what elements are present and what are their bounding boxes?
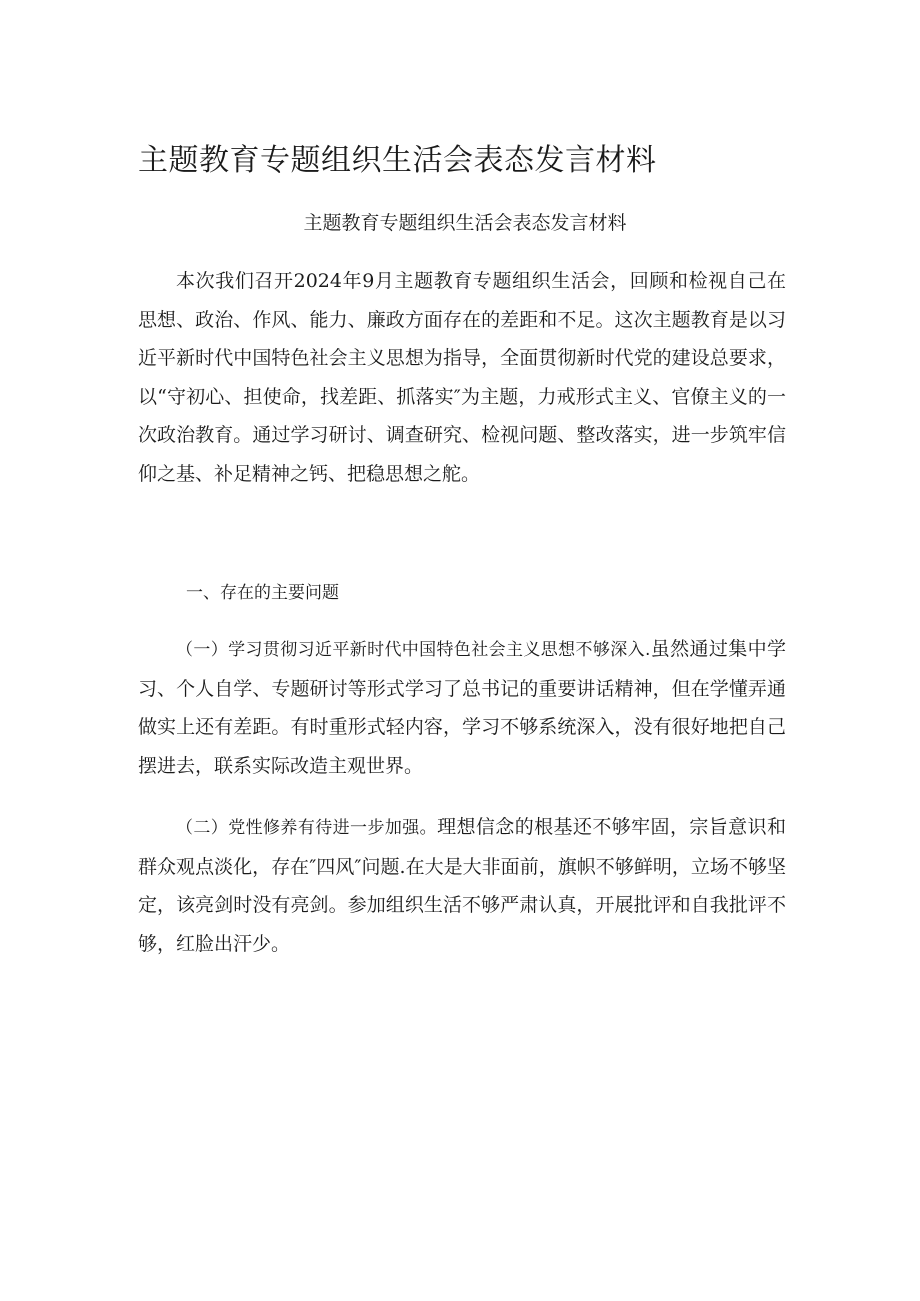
document-subtitle: 主题教育专题组织生活会表态发言材料 — [303, 212, 627, 234]
intro-paragraph: 本次我们召开2024年9月主题教育专题组织生活会，回顾和检视自己在思想、政治、作风、能力、廉政方面存在的差距和不足。这次主题教育是以习近平新时代中国特色社会主义思想为指导，全面贯彻新时代党的建设总要求，以“守初心、担使命，找差距、抓落实″为主题，力戒形式主义、官僚主义的一次政治教育。通过学习研讨、调查研究、检视问题、整改落实，进一步筑牢信仰之基、补足精神之钙、把稳思想之舵。 — [138, 270, 786, 485]
problem-item-2-lead: （二）党性修养有待进一步加强。 — [176, 818, 438, 838]
problem-item-2 — [138, 808, 786, 963]
section-heading: 一、存在的主要问题 — [186, 583, 339, 603]
document-title: 主题教育专题组织生活会表态发言材料 — [138, 143, 657, 178]
problem-item-1-lead: （一）学习贯彻习近平新时代中国特色社会主义思想不够深入. — [176, 640, 651, 660]
problem-item-1 — [138, 630, 786, 785]
problem-item-2-text: 理想信念的根基还不够牢固，宗旨意识和群众观点淡化，存在″四风″问题.在大是大非面前，旗帜不够鲜明，立场不够坚定，该亮剑时没有亮剑。参加组织生活不够严肃认真，开展批评和自我批评不够，红脸出汗少。 — [138, 816, 786, 955]
problem-item-1-text: 虽然通过集中学习、个人自学、专题研讨等形式学习了总书记的重要讲话精神，但在学懂弄通做实上还有差距。有时重形式轻内容，学习不够系统深入，没有很好地把自己摆进去，联系实际改造主观世界。 — [138, 638, 786, 777]
